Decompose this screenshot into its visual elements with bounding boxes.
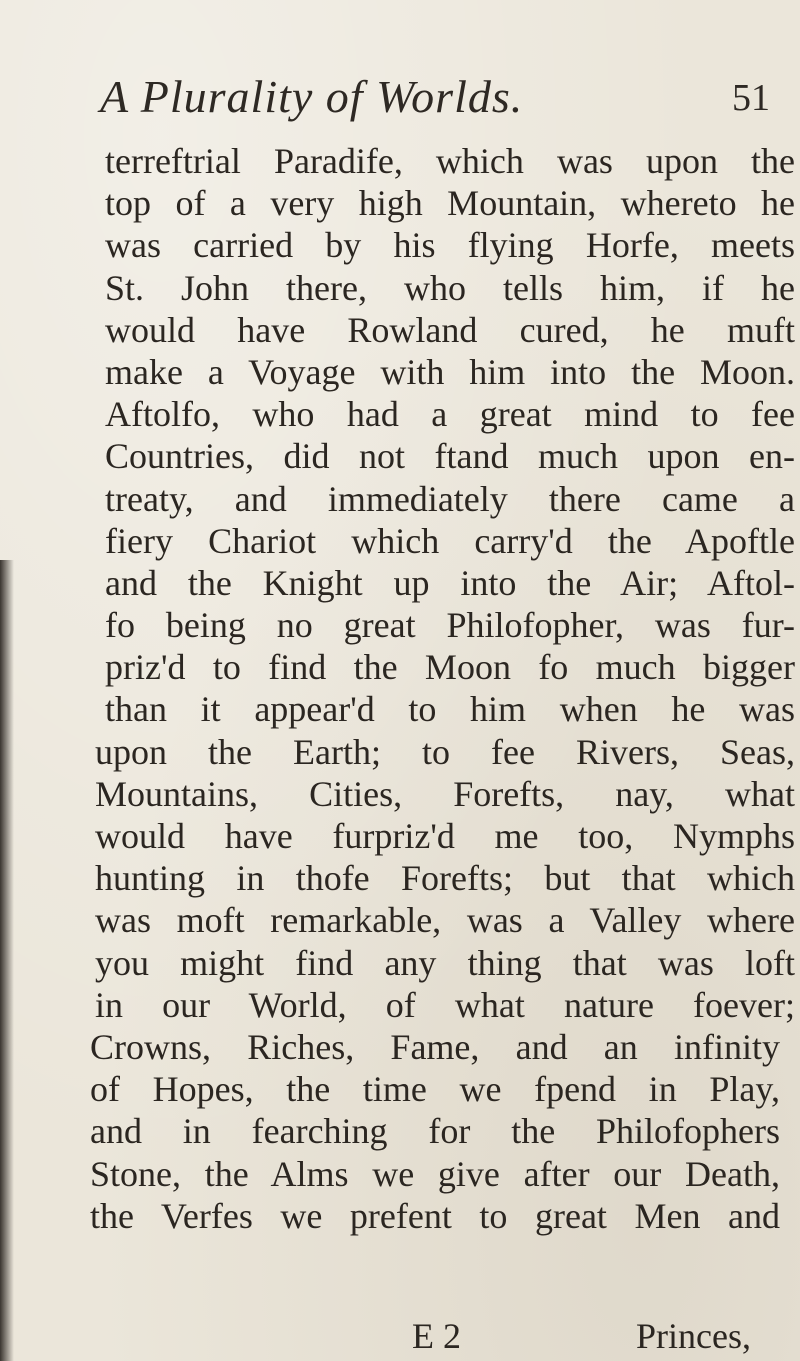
text-line: of Hopes, the time we fpend in Play, <box>90 1069 780 1110</box>
text-line: Countries, did not ftand much upon en- <box>105 436 795 477</box>
text-line: and in fearching for the Philofophers <box>90 1111 780 1152</box>
text-line: would have furpriz'd me too, Nymphs <box>95 816 795 856</box>
text-line: would have Rowland cured, he muft <box>105 309 795 350</box>
text-line: the Verfes we prefent to great Men and <box>90 1195 780 1236</box>
text-line: upon the Earth; to fee Rivers, Seas, <box>95 731 795 772</box>
text-line: top of a very high Mountain, whereto he <box>105 183 795 224</box>
text-line: fiery Chariot which carry'd the Apoftle <box>105 520 795 561</box>
page-header <box>0 70 800 130</box>
page-body <box>90 140 795 1237</box>
text-line: you might find any thing that was loft <box>95 942 795 983</box>
text-line: than it appear'd to him when he was <box>105 689 795 730</box>
text-line: Aftolfo, who had a great mind to fee <box>105 394 795 435</box>
catchword: Princes, <box>636 1316 751 1356</box>
text-line: make a Voyage with him into the Moon. <box>105 351 795 392</box>
page-footer <box>0 1315 800 1355</box>
text-line: Crowns, Riches, Fame, and an infinity <box>90 1026 780 1067</box>
text-line: hunting in thofe Forefts; but that which <box>95 858 795 899</box>
text-line: was moft remarkable, was a Valley where <box>95 900 795 941</box>
text-line: St. John there, who tells him, if he <box>105 267 795 308</box>
running-title: A Plurality of Worlds. <box>100 71 524 122</box>
text-line: terreftrial Paradife, which was upon the <box>105 141 795 181</box>
page-number: 51 <box>732 77 770 119</box>
text-line: Mountains, Cities, Forefts, nay, what <box>95 773 795 814</box>
signature-mark: E 2 <box>412 1316 461 1356</box>
page-shadow-edge <box>0 560 14 1361</box>
text-line: priz'd to find the Moon fo much bigger <box>105 647 795 688</box>
text-line: treaty, and immediately there came a <box>105 478 795 519</box>
text-line: in our World, of what nature foever; <box>95 984 795 1025</box>
text-line: Stone, the Alms we give after our Death, <box>90 1153 780 1194</box>
text-line: fo being no great Philofopher, was fur- <box>105 605 795 646</box>
text-line: was carried by his flying Horfe, meets <box>105 225 795 266</box>
text-line: and the Knight up into the Air; Aftol- <box>105 562 795 603</box>
